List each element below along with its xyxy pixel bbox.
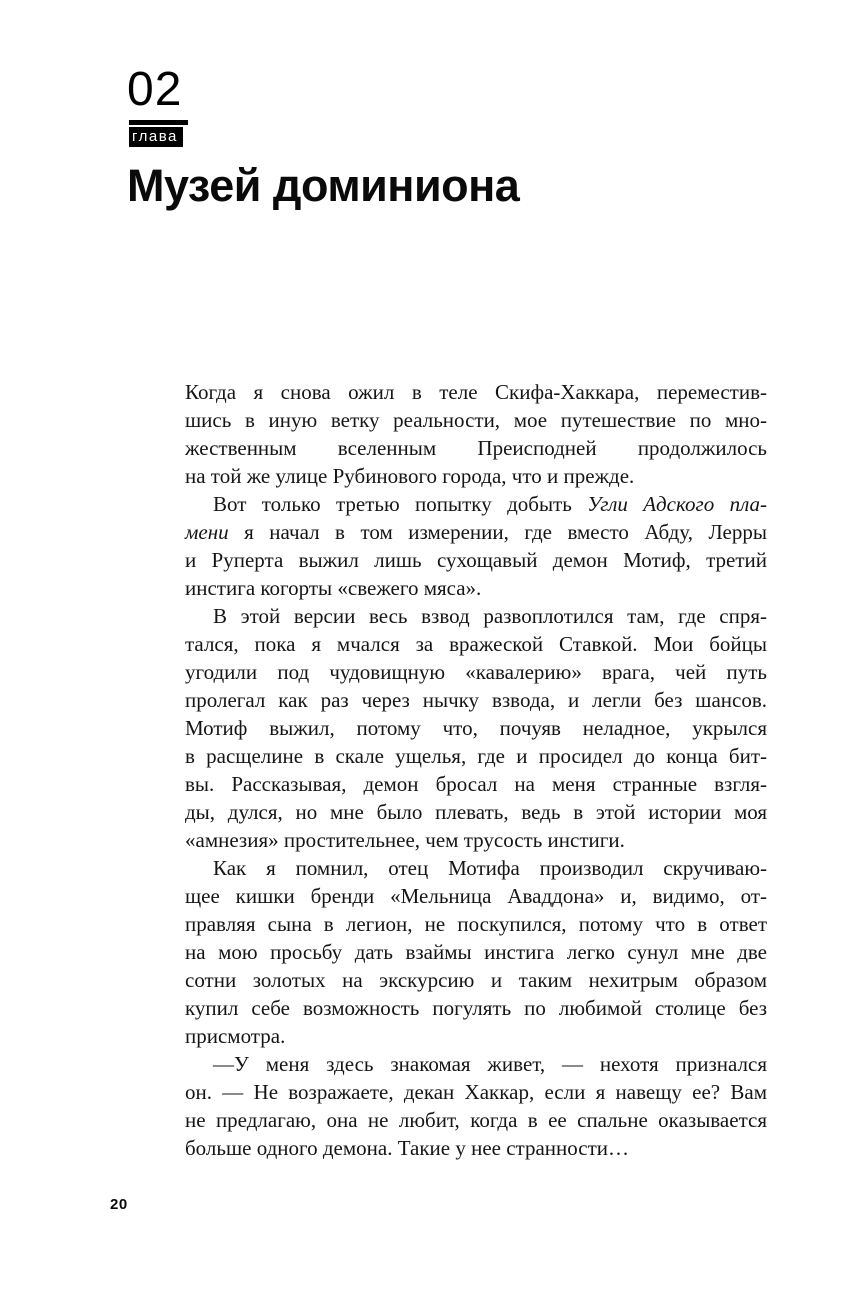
text-line [185,602,767,630]
chapter-number: 02 [127,63,183,116]
text-line [185,966,767,994]
text-line [185,658,767,686]
text-run: купил себе возможность погулять по любимой столице без [185,996,767,1020]
text-run: вы. Рассказывая, демон бросал на меня странные взгля- [185,772,767,796]
text-run: на мою просьбу дать взаймы инстига легко сунул мне две [185,940,767,964]
text-run: Вот только третью попытку добыть [213,492,588,516]
text-run: и Руперта выжил лишь сухощавый демон Мотиф, третий [185,548,767,572]
text-run: Когда я снова ожил в теле Скифа-Хаккара, переместив- [185,380,767,404]
text-line [185,1078,767,1106]
text-line [185,574,767,602]
text-run: пролегал как раз через нычку взвода, и легли без шансов. [185,688,767,712]
text-run: ды, дулся, но мне было плевать, ведь в этой истории моя [185,800,767,824]
text-line [185,714,767,742]
text-run: «амнезия» простительнее, чем трусость инстиги. [185,828,625,852]
text-line [185,1050,767,1078]
text-run: присмотра. [185,1024,286,1048]
text-line [185,798,767,826]
text-run: сотни золотых на экскурсию и таким нехитрым образом [185,968,767,992]
text-run: я начал в том измерении, где вместо Абду, Лерры [228,520,767,544]
paragraph [185,1050,767,1162]
paragraph [185,490,767,602]
text-run: он. — Не возражаете, декан Хаккар, если я навещу ее? Вам [185,1080,767,1104]
text-run: щее кишки бренди «Мельница Аваддона» и, видимо, от- [185,884,767,908]
body-text [185,378,767,1162]
chapter-number-underline [129,120,188,125]
text-line [185,406,767,434]
text-line [185,434,767,462]
italic-text-run: Угли Адского пла- [587,492,767,516]
italic-text-run: мени [185,520,229,544]
text-line [185,994,767,1022]
text-run: инстига когорты «свежего мяса». [185,576,482,600]
text-line [185,1106,767,1134]
chapter-title: Музей доминиона [127,160,520,211]
page-number: 20 [110,1196,128,1213]
text-line [185,882,767,910]
text-run: —У меня здесь знакомая живет, — нехотя признался [213,1052,767,1076]
text-line [185,938,767,966]
text-line [185,490,767,518]
text-run: В этой версии весь взвод развоплотился там, где спря- [213,604,767,628]
paragraph [185,378,767,490]
text-line [185,546,767,574]
text-run: в расщелине в скале ущелья, где и просидел до конца бит- [185,744,767,768]
text-run: угодили под чудовищную «кавалерию» врага, чей путь [185,660,767,684]
text-line [185,910,767,938]
text-line [185,854,767,882]
text-line [185,742,767,770]
text-line [185,462,767,490]
text-run: не предлагаю, она не любит, когда в ее спальне оказывается [185,1108,767,1132]
paragraph [185,602,767,854]
text-line [185,826,767,854]
text-run: жественным вселенным Преисподней продолжилось [185,436,767,460]
text-run: на той же улице Рубинового города, что и прежде. [185,464,635,488]
text-run: правляя сына в легион, не поскупился, потому что в ответ [185,912,767,936]
text-line [185,770,767,798]
text-run: Как я помнил, отец Мотифа производил скручиваю- [213,856,767,880]
text-line [185,686,767,714]
text-line [185,1022,767,1050]
paragraph [185,854,767,1050]
text-line [185,518,767,546]
text-run: больше одного демона. Такие у нее странности… [185,1136,630,1160]
chapter-label-box [129,127,183,147]
text-run: Мотиф выжил, потому что, почуяв неладное, укрылся [185,716,767,740]
text-line [185,1134,767,1162]
text-run: тался, пока я мчался за вражеской Ставкой. Мои бойцы [185,632,767,656]
text-run: шись в иную ветку реальности, мое путешествие по мно- [185,408,767,432]
text-line [185,630,767,658]
chapter-label: глава [132,128,178,145]
text-line [185,378,767,406]
